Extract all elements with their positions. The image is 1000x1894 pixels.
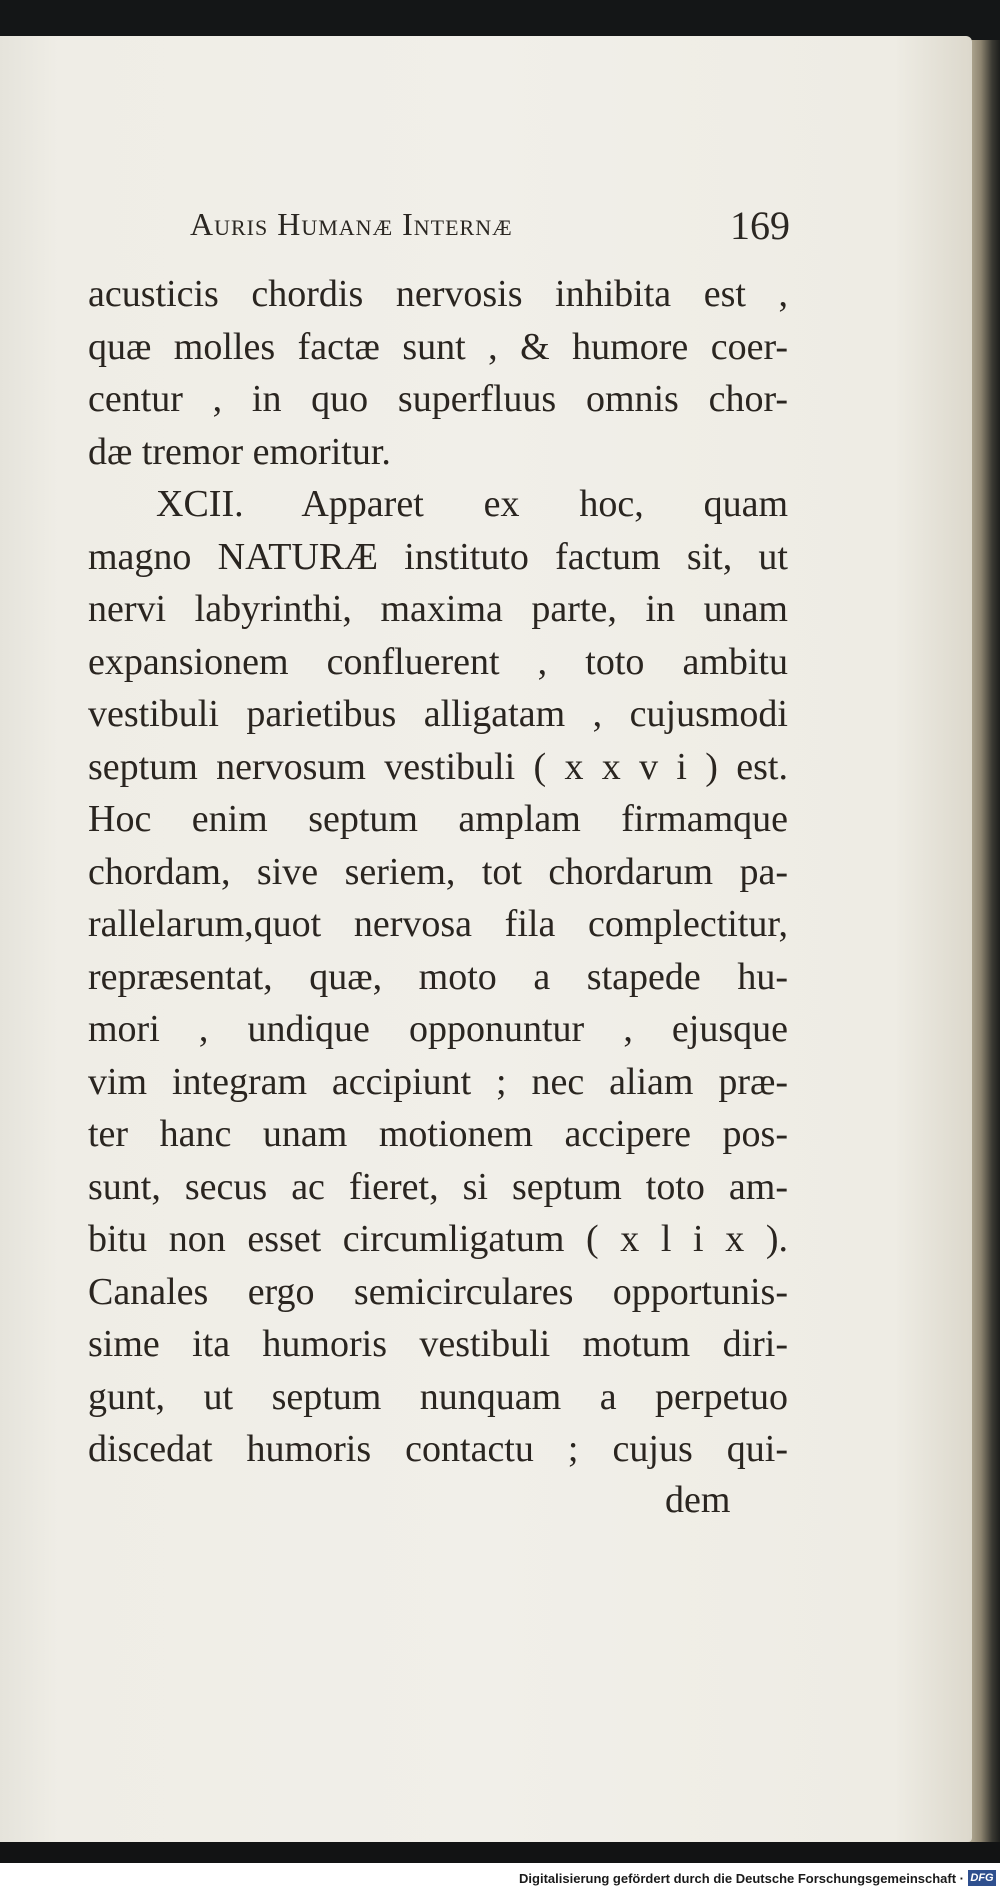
- page-bottom-shadow: [0, 1842, 1000, 1863]
- text-line: sunt, secus ac fieret, si septum toto am-: [88, 1165, 788, 1208]
- funding-note: Digitalisierung gefördert durch die Deutsche Forschungsgemeinschaft ·: [519, 1871, 964, 1886]
- text-line: mori , undique opponuntur , ejusque: [88, 1008, 788, 1050]
- text-line: rallelarum,quot nervosa fila complectitur,: [88, 903, 788, 945]
- text-line: bitu non esset circumligatum ( x l i x ).: [88, 1218, 788, 1260]
- text-line: chordam, sive seriem, tot chordarum pa-: [88, 850, 788, 893]
- text-line: ter hanc unam motionem accipere pos-: [88, 1113, 788, 1155]
- text-line: Canales ergo semicirculares opportunis-: [88, 1270, 788, 1313]
- text-line: magno NATURÆ instituto factum sit, ut: [88, 535, 788, 578]
- digitization-footer: [0, 1863, 1000, 1894]
- text-line: nervi labyrinthi, maxima parte, in unam: [88, 588, 788, 630]
- body-text: [88, 268, 788, 1476]
- section-heading-line: XCII. Apparet ex hoc, quam: [156, 483, 788, 525]
- text-line: sime ita humoris vestibuli motum diri-: [88, 1323, 788, 1365]
- text-line: discedat humoris contactu ; cujus qui-: [88, 1428, 788, 1470]
- page-number: 169: [730, 203, 790, 248]
- book-edge: [968, 40, 1000, 1850]
- text-line: gunt, ut septum nunquam a perpetuo: [88, 1375, 788, 1418]
- text-line: expansionem confluerent , toto ambitu: [88, 640, 788, 683]
- running-head-title: Auris Humanæ Internæ: [190, 206, 513, 242]
- text-line: acusticis chordis nervosis inhibita est ,: [88, 273, 788, 315]
- text-line: centur , in quo superfluus omnis chor-: [88, 378, 788, 420]
- text-line: vestibuli parietibus alligatam , cujusmodi: [88, 693, 788, 735]
- text-line: Hoc enim septum amplam firmamque: [88, 798, 788, 840]
- catchword: dem: [665, 1479, 731, 1521]
- book-page: [0, 36, 972, 1842]
- text-line: quæ molles factæ sunt , & humore coer-: [88, 325, 788, 368]
- text-line: septum nervosum vestibuli ( x x v i ) est.: [88, 745, 788, 788]
- dfg-logo: DFG: [968, 1870, 996, 1886]
- text-line: dæ tremor emoritur.: [88, 430, 391, 473]
- text-line: vim integram accipiunt ; nec aliam præ-: [88, 1060, 788, 1103]
- running-head: [190, 203, 790, 256]
- text-line: repræsentat, quæ, moto a stapede hu-: [88, 955, 788, 998]
